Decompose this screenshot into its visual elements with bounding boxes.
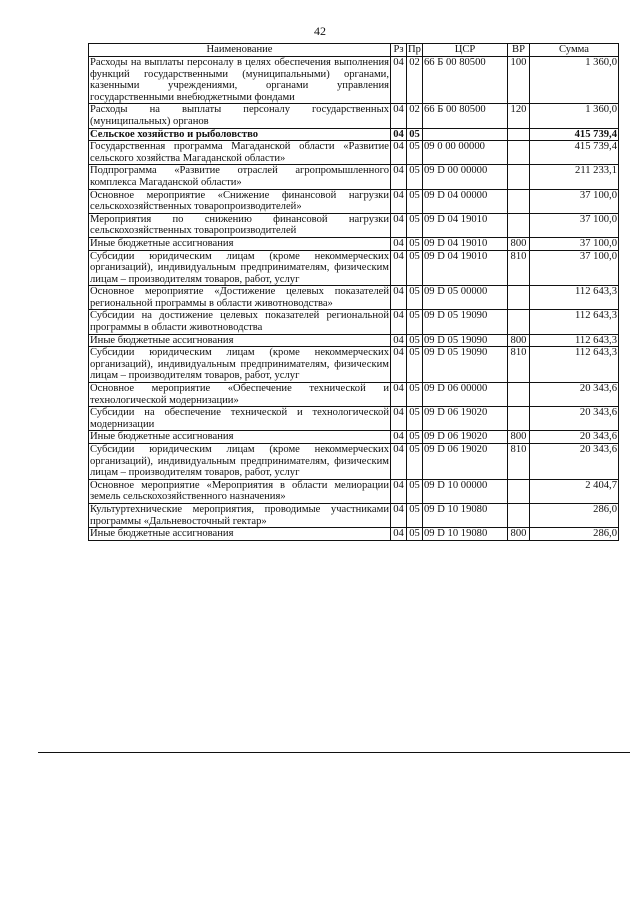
table-row	[89, 250, 619, 286]
table-row	[89, 407, 619, 431]
row-csr-cell: 09 D 06 19020	[423, 431, 508, 444]
row-name-cell: Основное мероприятие «Снижение финансовой нагрузки сельскохозяйственных товаропроизводителей»	[90, 189, 389, 213]
table-row	[89, 479, 619, 503]
row-name-cell: Основное мероприятие «Достижение целевых показателей региональной программы в области животноводства»	[90, 286, 389, 309]
row-sum-cell: 20 343,6	[530, 431, 619, 444]
table-row	[89, 104, 619, 128]
table-row	[89, 347, 619, 383]
row-csr-cell: 09 D 05 19090	[423, 334, 508, 347]
table-header	[89, 44, 619, 57]
row-name-cell: Культуртехнические мероприятия, проводимые участниками программы «Дальневосточный гектар»	[90, 503, 389, 527]
row-sum-cell: 20 343,6	[530, 383, 619, 407]
table-row	[89, 128, 619, 141]
row-sum-cell: 37 100,0	[530, 213, 619, 237]
table-row	[89, 165, 619, 189]
row-rz-cell: 04	[391, 189, 407, 213]
header-name: Наименование	[89, 44, 391, 57]
row-rz-cell: 04	[391, 104, 407, 128]
row-csr-cell: 09 D 04 19010	[423, 237, 508, 250]
row-vr-cell	[508, 310, 530, 334]
row-csr-cell: 09 D 04 00000	[423, 189, 508, 213]
row-vr-cell	[508, 407, 530, 431]
row-csr-cell: 66 Б 00 80500	[423, 104, 508, 128]
row-vr-cell: 810	[508, 250, 530, 286]
row-pr-cell: 05	[407, 286, 423, 310]
row-vr-cell: 800	[508, 528, 530, 541]
row-sum-cell: 1 360,0	[530, 57, 619, 104]
row-csr-cell: 66 Б 00 80500	[423, 57, 508, 104]
table-row	[89, 503, 619, 527]
row-pr-cell: 05	[407, 479, 423, 503]
table-row	[89, 383, 619, 407]
row-name-cell: Основное мероприятие «Обеспечение технической и технологической модернизации»	[90, 383, 389, 406]
row-sum-cell: 112 643,3	[530, 310, 619, 334]
row-sum-cell: 415 739,4	[530, 141, 619, 165]
header-sum: Сумма	[530, 44, 619, 57]
row-name-cell: Сельское хозяйство и рыболовство	[89, 128, 391, 141]
table-row	[89, 334, 619, 347]
row-rz-cell: 04	[391, 528, 407, 541]
table-row	[89, 431, 619, 444]
row-name-cell: Субсидии юридическим лицам (кроме некоммерческих организаций), индивидуальным предпринимателям, физическим лицам – производителям товаров, работ, услуг	[90, 444, 389, 479]
row-rz-cell: 04	[391, 165, 407, 189]
row-pr-cell: 05	[407, 383, 423, 407]
row-sum-cell: 20 343,6	[530, 407, 619, 431]
row-vr-cell	[508, 165, 530, 189]
row-csr-cell: 09 D 05 00000	[423, 286, 508, 310]
row-sum-cell: 415 739,4	[530, 128, 619, 141]
row-pr-cell: 05	[407, 165, 423, 189]
row-sum-cell: 112 643,3	[530, 334, 619, 347]
row-sum-cell: 211 233,1	[530, 165, 619, 189]
row-name-cell: Мероприятия по снижению финансовой нагрузки сельскохозяйственных товаропроизводителей	[90, 213, 389, 237]
row-rz-cell: 04	[391, 237, 407, 250]
row-name-cell: Субсидии на обеспечение технической и технологической модернизации	[90, 407, 389, 430]
row-sum-cell: 112 643,3	[530, 286, 619, 310]
table-row	[89, 237, 619, 250]
row-rz-cell: 04	[391, 431, 407, 444]
table-row	[89, 310, 619, 334]
row-vr-cell: 800	[508, 237, 530, 250]
row-pr-cell: 05	[407, 431, 423, 444]
row-vr-cell	[508, 503, 530, 527]
budget-table	[88, 43, 619, 541]
row-name-cell: Основное мероприятие «Мероприятия в области мелиорации земель сельскохозяйственного назначения»	[90, 479, 389, 503]
table-body	[89, 57, 619, 541]
row-name-cell: Подпрограмма «Развитие отраслей агропромышленного комплекса Магаданской области»	[90, 165, 389, 188]
row-name-cell: Субсидии юридическим лицам (кроме некоммерческих организаций), индивидуальным предпринимателям, физическим лицам – производителям товаров, работ, услуг	[90, 250, 389, 285]
row-pr-cell: 05	[407, 310, 423, 334]
row-pr-cell: 05	[407, 189, 423, 213]
row-rz-cell: 04	[391, 250, 407, 286]
row-sum-cell: 37 100,0	[530, 189, 619, 213]
row-vr-cell: 810	[508, 444, 530, 480]
table-row	[89, 213, 619, 237]
page-number: 42	[314, 24, 326, 38]
row-pr-cell: 05	[407, 250, 423, 286]
header-pr: Пр	[408, 44, 421, 55]
row-name-cell: Иные бюджетные ассигнования	[89, 528, 391, 541]
row-name-cell: Субсидии на достижение целевых показателей региональной программы в области животноводства	[90, 310, 389, 334]
row-name-cell: Иные бюджетные ассигнования	[89, 431, 391, 444]
row-pr-cell: 02	[407, 57, 423, 104]
row-rz-cell: 04	[391, 128, 407, 141]
row-rz-cell: 04	[391, 444, 407, 480]
header-vr: ВР	[508, 44, 530, 57]
row-vr-cell	[508, 383, 530, 407]
row-rz-cell: 04	[391, 347, 407, 383]
row-sum-cell: 37 100,0	[530, 237, 619, 250]
row-vr-cell	[508, 213, 530, 237]
row-csr-cell: 09 D 05 19090	[423, 347, 508, 383]
row-pr-cell: 05	[407, 213, 423, 237]
row-csr-cell: 09 D 04 19010	[423, 213, 508, 237]
row-rz-cell: 04	[391, 334, 407, 347]
footer-rule	[38, 752, 630, 753]
row-rz-cell: 04	[391, 479, 407, 503]
row-csr-cell: 09 D 05 19090	[423, 310, 508, 334]
row-vr-cell: 120	[508, 104, 530, 128]
row-rz-cell: 04	[391, 310, 407, 334]
row-rz-cell: 04	[391, 141, 407, 165]
table-row	[89, 286, 619, 310]
row-name-cell: Расходы на выплаты персоналу в целях обеспечения выполнения функций государственными (муниципальными) органами, казенными учреждениями, органами управления государственными внебюджетными фондами	[90, 57, 389, 103]
row-sum-cell: 37 100,0	[530, 250, 619, 286]
row-sum-cell: 20 343,6	[530, 444, 619, 480]
row-rz-cell: 04	[391, 57, 407, 104]
table-row	[89, 528, 619, 541]
table-row	[89, 444, 619, 480]
row-pr-cell: 05	[407, 444, 423, 480]
row-vr-cell: 810	[508, 347, 530, 383]
row-csr-cell: 09 D 10 00000	[423, 479, 508, 503]
row-rz-cell: 04	[391, 407, 407, 431]
row-name-cell: Государственная программа Магаданской области «Развитие сельского хозяйства Магаданской области»	[90, 141, 389, 164]
table-row	[89, 141, 619, 165]
row-pr-cell: 05	[407, 128, 423, 141]
table-row	[89, 189, 619, 213]
row-rz-cell: 04	[391, 286, 407, 310]
row-pr-cell: 05	[407, 237, 423, 250]
row-name-cell: Иные бюджетные ассигнования	[89, 334, 391, 347]
row-vr-cell	[508, 141, 530, 165]
row-pr-cell: 05	[407, 407, 423, 431]
row-sum-cell: 286,0	[530, 528, 619, 541]
row-csr-cell: 09 D 10 19080	[423, 503, 508, 527]
row-sum-cell: 112 643,3	[530, 347, 619, 383]
row-pr-cell: 02	[407, 104, 423, 128]
row-sum-cell: 286,0	[530, 503, 619, 527]
row-vr-cell	[508, 479, 530, 503]
header-rz: Рз	[391, 44, 407, 57]
header-csr: ЦСР	[423, 44, 508, 57]
row-vr-cell	[508, 286, 530, 310]
row-rz-cell: 04	[391, 383, 407, 407]
row-csr-cell: 09 D 04 19010	[423, 250, 508, 286]
row-name-cell: Расходы на выплаты персоналу государственных (муниципальных) органов	[90, 104, 389, 127]
row-csr-cell: 09 D 06 19020	[423, 444, 508, 480]
row-rz-cell: 04	[391, 503, 407, 527]
row-vr-cell: 800	[508, 431, 530, 444]
row-pr-cell: 05	[407, 141, 423, 165]
row-csr-cell: 09 D 06 00000	[423, 383, 508, 407]
row-csr-cell: 09 D 00 00000	[423, 165, 508, 189]
row-name-cell: Иные бюджетные ассигнования	[89, 237, 391, 250]
row-pr-cell: 05	[407, 503, 423, 527]
row-vr-cell	[508, 189, 530, 213]
row-vr-cell: 100	[508, 57, 530, 104]
row-csr-cell: 09 0 00 00000	[423, 141, 508, 165]
header-row	[89, 44, 619, 57]
row-rz-cell: 04	[391, 213, 407, 237]
row-vr-cell: 800	[508, 334, 530, 347]
row-sum-cell: 2 404,7	[530, 479, 619, 503]
row-pr-cell: 05	[407, 334, 423, 347]
row-csr-cell	[423, 128, 508, 141]
table-row	[89, 57, 619, 104]
row-vr-cell	[508, 128, 530, 141]
row-name-cell: Субсидии юридическим лицам (кроме некоммерческих организаций), индивидуальным предпринимателям, физическим лицам – производителям товаров, работ, услуг	[90, 347, 389, 382]
row-sum-cell: 1 360,0	[530, 104, 619, 128]
row-pr-cell: 05	[407, 528, 423, 541]
row-csr-cell: 09 D 10 19080	[423, 528, 508, 541]
row-pr-cell: 05	[407, 347, 423, 383]
row-csr-cell: 09 D 06 19020	[423, 407, 508, 431]
